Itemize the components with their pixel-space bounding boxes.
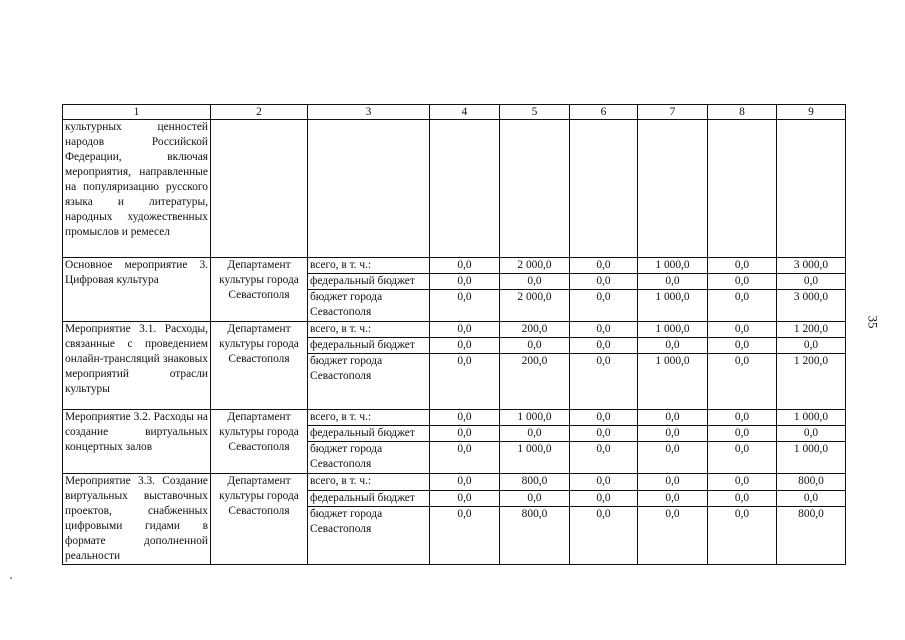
amount-cell: 0,0 [570, 290, 638, 322]
header-cell: 8 [708, 105, 777, 120]
amount-cell: 0,0 [638, 426, 708, 442]
amount-cell: 0,0 [708, 426, 777, 442]
amount-cell: 200,0 [500, 322, 570, 338]
page-number: 35 [865, 315, 881, 329]
continuation-row [63, 120, 846, 258]
amount-cell: 0,0 [638, 410, 708, 426]
amount-cell: 0,0 [638, 507, 708, 565]
amount-cell: 0,0 [430, 274, 500, 290]
amount-cell: 1 000,0 [638, 354, 708, 410]
amount-cell: 0,0 [500, 490, 570, 507]
funding-source: федеральный бюджет [308, 274, 430, 290]
amount-cell: 1 200,0 [777, 322, 846, 338]
amount-cell: 0,0 [708, 410, 777, 426]
amount-cell: 2 000,0 [500, 290, 570, 322]
amount-cell: 0,0 [430, 338, 500, 354]
funding-source: федеральный бюджет [308, 490, 430, 507]
amount-cell: 0,0 [708, 322, 777, 338]
amount-cell: 0,0 [708, 338, 777, 354]
amount-cell: 800,0 [777, 474, 846, 491]
funding-source: всего, в т. ч.: [308, 474, 430, 491]
amount-cell: 0,0 [570, 322, 638, 338]
amount-cell: 0,0 [570, 426, 638, 442]
amount-cell: 0,0 [430, 290, 500, 322]
activity-title: Мероприятие 3.3. Создание виртуальных выставочных проектов, снабженных цифровыми гидами в формате дополненной реальности [63, 474, 211, 565]
amount-cell: 0,0 [708, 474, 777, 491]
amount-cell: 0,0 [430, 354, 500, 410]
header-cell: 9 [777, 105, 846, 120]
amount-cell: 0,0 [708, 290, 777, 322]
amount-cell: 200,0 [500, 354, 570, 410]
amount-cell: 0,0 [500, 338, 570, 354]
amount-cell: 2 000,0 [500, 258, 570, 274]
amount-cell: 0,0 [570, 258, 638, 274]
amount-cell: 0,0 [708, 507, 777, 565]
amount-cell: 0,0 [430, 410, 500, 426]
amount-cell: 0,0 [638, 338, 708, 354]
amount-cell: 0,0 [430, 507, 500, 565]
funding-source: всего, в т. ч.: [308, 258, 430, 274]
amount-cell: 3 000,0 [777, 258, 846, 274]
amount-cell: 800,0 [500, 507, 570, 565]
responsible-department: Департамент культуры города Севастополя [211, 474, 308, 565]
scan-speck [10, 577, 12, 579]
funding-source: бюджет города Севастополя [308, 290, 430, 322]
amount-cell: 0,0 [430, 258, 500, 274]
amount-cell: 1 000,0 [638, 258, 708, 274]
amount-cell: 0,0 [777, 274, 846, 290]
funding-source: бюджет города Севастополя [308, 442, 430, 474]
amount-cell: 1 000,0 [777, 410, 846, 426]
amount-cell: 0,0 [430, 322, 500, 338]
header-cell: 7 [638, 105, 708, 120]
amount-cell: 1 000,0 [638, 322, 708, 338]
amount-cell: 0,0 [570, 442, 638, 474]
amount-cell: 0,0 [777, 490, 846, 507]
funding-source: федеральный бюджет [308, 338, 430, 354]
amount-cell: 1 000,0 [638, 290, 708, 322]
amount-cell: 3 000,0 [777, 290, 846, 322]
budget-table [62, 104, 846, 565]
amount-cell: 0,0 [708, 490, 777, 507]
responsible-department: Департамент культуры города Севастополя [211, 410, 308, 474]
amount-cell: 0,0 [430, 442, 500, 474]
funding-row [63, 322, 846, 338]
responsible-department: Департамент культуры города Севастополя [211, 258, 308, 322]
header-cell: 6 [570, 105, 638, 120]
amount-cell: 0,0 [708, 258, 777, 274]
amount-cell: 0,0 [638, 474, 708, 491]
amount-cell: 0,0 [777, 338, 846, 354]
amount-cell: 0,0 [708, 274, 777, 290]
amount-cell: 0,0 [430, 490, 500, 507]
funding-source: бюджет города Севастополя [308, 507, 430, 565]
header-cell: 2 [211, 105, 308, 120]
funding-source: всего, в т. ч.: [308, 410, 430, 426]
amount-cell: 1 200,0 [777, 354, 846, 410]
amount-cell: 1 000,0 [500, 410, 570, 426]
amount-cell: 0,0 [570, 338, 638, 354]
header-cell: 1 [63, 105, 211, 120]
funding-row [63, 258, 846, 274]
amount-cell: 800,0 [777, 507, 846, 565]
amount-cell: 0,0 [708, 354, 777, 410]
header-row [63, 105, 846, 120]
amount-cell: 0,0 [570, 274, 638, 290]
amount-cell: 0,0 [570, 410, 638, 426]
funding-row [63, 474, 846, 491]
activity-title: Мероприятие 3.1. Расходы, связанные с проведением онлайн-трансляций знаковых мероприятий отрасли культуры [63, 322, 211, 410]
amount-cell: 1 000,0 [500, 442, 570, 474]
amount-cell: 1 000,0 [777, 442, 846, 474]
amount-cell: 0,0 [638, 490, 708, 507]
amount-cell: 0,0 [430, 426, 500, 442]
amount-cell: 0,0 [570, 490, 638, 507]
amount-cell: 0,0 [638, 274, 708, 290]
funding-row [63, 410, 846, 426]
amount-cell: 0,0 [570, 354, 638, 410]
funding-source: всего, в т. ч.: [308, 322, 430, 338]
amount-cell: 0,0 [500, 426, 570, 442]
activity-title: Основное мероприятие 3. Цифровая культура [63, 258, 211, 322]
funding-source: бюджет города Севастополя [308, 354, 430, 410]
header-cell: 4 [430, 105, 500, 120]
header-cell: 3 [308, 105, 430, 120]
activity-description: культурных ценностей народов Российской Федерации, включая мероприятия, направленные на популяризацию русского языка и литературы, народных художественных промыслов и ремесел [63, 120, 211, 258]
amount-cell: 0,0 [570, 507, 638, 565]
funding-source: федеральный бюджет [308, 426, 430, 442]
amount-cell: 0,0 [638, 442, 708, 474]
amount-cell: 800,0 [500, 474, 570, 491]
amount-cell: 0,0 [430, 474, 500, 491]
activity-title: Мероприятие 3.2. Расходы на создание виртуальных концертных залов [63, 410, 211, 474]
amount-cell: 0,0 [777, 426, 846, 442]
responsible-department: Департамент культуры города Севастополя [211, 322, 308, 410]
activity-groups [63, 258, 846, 565]
header-cell: 5 [500, 105, 570, 120]
amount-cell: 0,0 [570, 474, 638, 491]
amount-cell: 0,0 [708, 442, 777, 474]
amount-cell: 0,0 [500, 274, 570, 290]
